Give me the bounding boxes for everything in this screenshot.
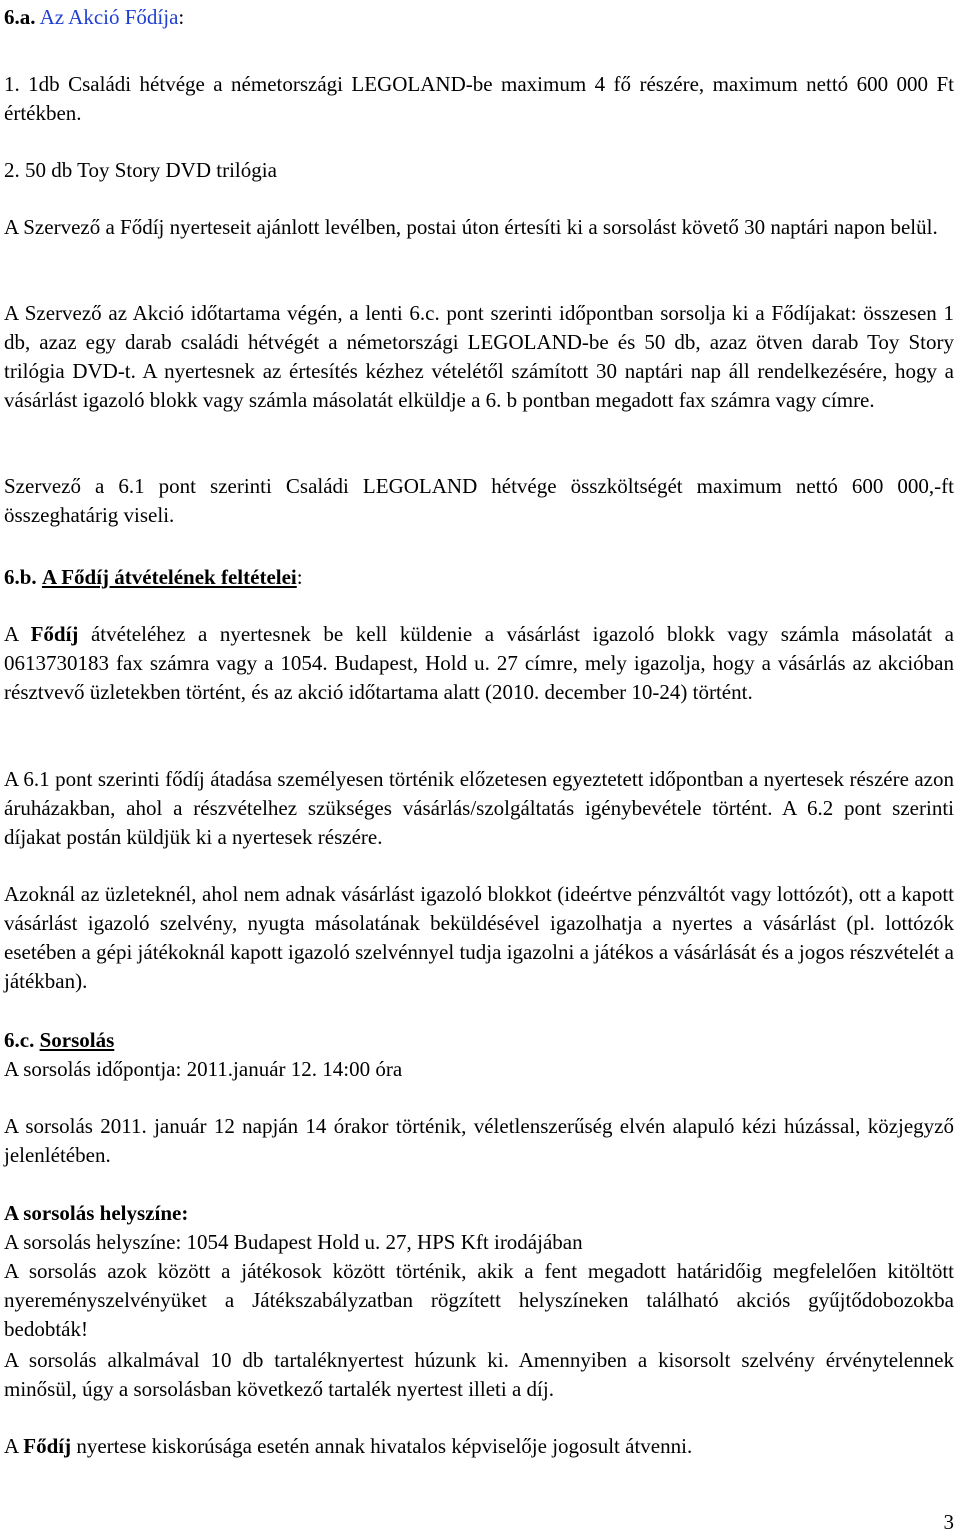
paragraph-cost-limit: Szervező a 6.1 pont szerinti Családi LEGOLAND hétvége összköltségét maximum nettó 600 000,-ft összeghatárig viseli. — [4, 474, 954, 527]
section-number: 6.a. — [4, 5, 36, 29]
section-heading-6c — [4, 1026, 954, 1055]
section-title: Az Akció Fődíja — [39, 5, 179, 29]
section-number: 6.c. — [4, 1028, 35, 1052]
paragraph-venue: A sorsolás helyszíne: 1054 Budapest Hold u. 27, HPS Kft irodájában — [4, 1230, 583, 1254]
section-title: A Fődíj átvételének feltételei — [41, 565, 297, 589]
paragraph-notification: A Szervező a Fődíj nyerteseit ajánlott levélben, postai úton értesíti ki a sorsolást követő 30 naptári napon belül. — [4, 215, 938, 239]
prize-item-1: 1. 1db Családi hétvége a németországi LEGOLAND-be maximum 4 fő részére, maximum nettó 600 000 Ft értékben. — [4, 72, 954, 125]
paragraph-draw-method: A sorsolás 2011. január 12 napján 14 órakor történik, véletlenszerűség elvén alapuló kézi húzással, közjegyző jelenlétében. — [4, 1114, 954, 1167]
bold-term: Fődíj — [23, 1434, 72, 1458]
section-number: 6.b. — [4, 565, 37, 589]
section-heading-6b — [4, 563, 954, 592]
page-number: 3 — [943, 1510, 954, 1534]
section-colon: : — [178, 5, 185, 29]
paragraph-handover: A 6.1 pont szerinti fődíj átadása személyesen történik előzetesen egyeztetett időpontban a nyertesek részére azon áruházakban, ahol a részvételhez szükséges vásárlás/szolgáltatás igénybevétele történt. A 6.2 pont szerinti díjakat postán küldjük ki a nyertesek részére. — [4, 767, 954, 849]
venue-heading: A sorsolás helyszíne: — [4, 1201, 189, 1225]
paragraph-draw-participants: A sorsolás azok között a játékosok között történik, akik a fent megadott határidőig megfelelően kitöltött nyereményszelvényüket a Játékszabályzatban rögzített helyszíneken található akciós gyűjtődobozokba bedobták! — [4, 1259, 954, 1341]
section-title: Sorsolás — [39, 1028, 115, 1052]
paragraph-minor-winner — [4, 1432, 954, 1461]
section-heading-6a — [4, 3, 954, 32]
text-run: átvételéhez a nyertesnek be kell küldenie a vásárlást igazoló blokk vagy számla másolatát a 0613730183 fax számra vagy a 1054. Budapest, Hold u. 27 címre, mely igazolja, hogy a vásárlás az akcióban résztvevő üzletekben történt, és az akció időtartama alatt (2010. december 10-24) történt. — [4, 622, 954, 704]
text-run: A — [4, 1434, 24, 1458]
paragraph-claim-conditions — [4, 620, 954, 707]
text-run: A — [4, 622, 31, 646]
prize-item-2: 2. 50 db Toy Story DVD trilógia — [4, 158, 277, 182]
bold-term: Fődíj — [30, 622, 79, 646]
section-colon: : — [296, 565, 303, 589]
text-run: nyertese kiskorúsága esetén annak hivatalos képviselője jogosult átvenni. — [71, 1434, 693, 1458]
paragraph-reserve-winners: A sorsolás alkalmával 10 db tartaléknyertest húzunk ki. Amennyiben a kisorsolt szelvény érvénytelennek minősül, úgy a sorsolásban következő tartalék nyertest illeti a díj. — [4, 1348, 954, 1401]
paragraph-draw-prizes: A Szervező az Akció időtartama végén, a lenti 6.c. pont szerinti időpontban sorsolja ki a Fődíjakat: összesen 1 db, azaz egy darab családi hétvégét a németországi LEGOLAND-be és 50 db, azaz ötven darab Toy Story trilógia DVD-t. A nyertesnek az értesítés kézhez vételétől számított 30 naptári nap áll rendelkezésére, hogy a vásárlást igazoló blokk vagy számla másolatát elküldje a 6. b pontban megadott fax számra vagy címre. — [4, 301, 954, 412]
paragraph-receipt-alternatives: Azoknál az üzleteknél, ahol nem adnak vásárlást igazoló blokkot (ideértve pénzváltót vagy lottózót), ott a kapott vásárlást igazoló szelvény, nyugta másolatának beküldésével igazolhatja a nyertes a vásárlást (pl. lottózók esetében a gépi játékoknál kapott igazoló szelvénnyel tudja igazolni a játékos a vásárlását és a jogos részvételét a játékban). — [4, 882, 954, 993]
paragraph-draw-time: A sorsolás időpontja: 2011.január 12. 14:00 óra — [4, 1057, 403, 1081]
